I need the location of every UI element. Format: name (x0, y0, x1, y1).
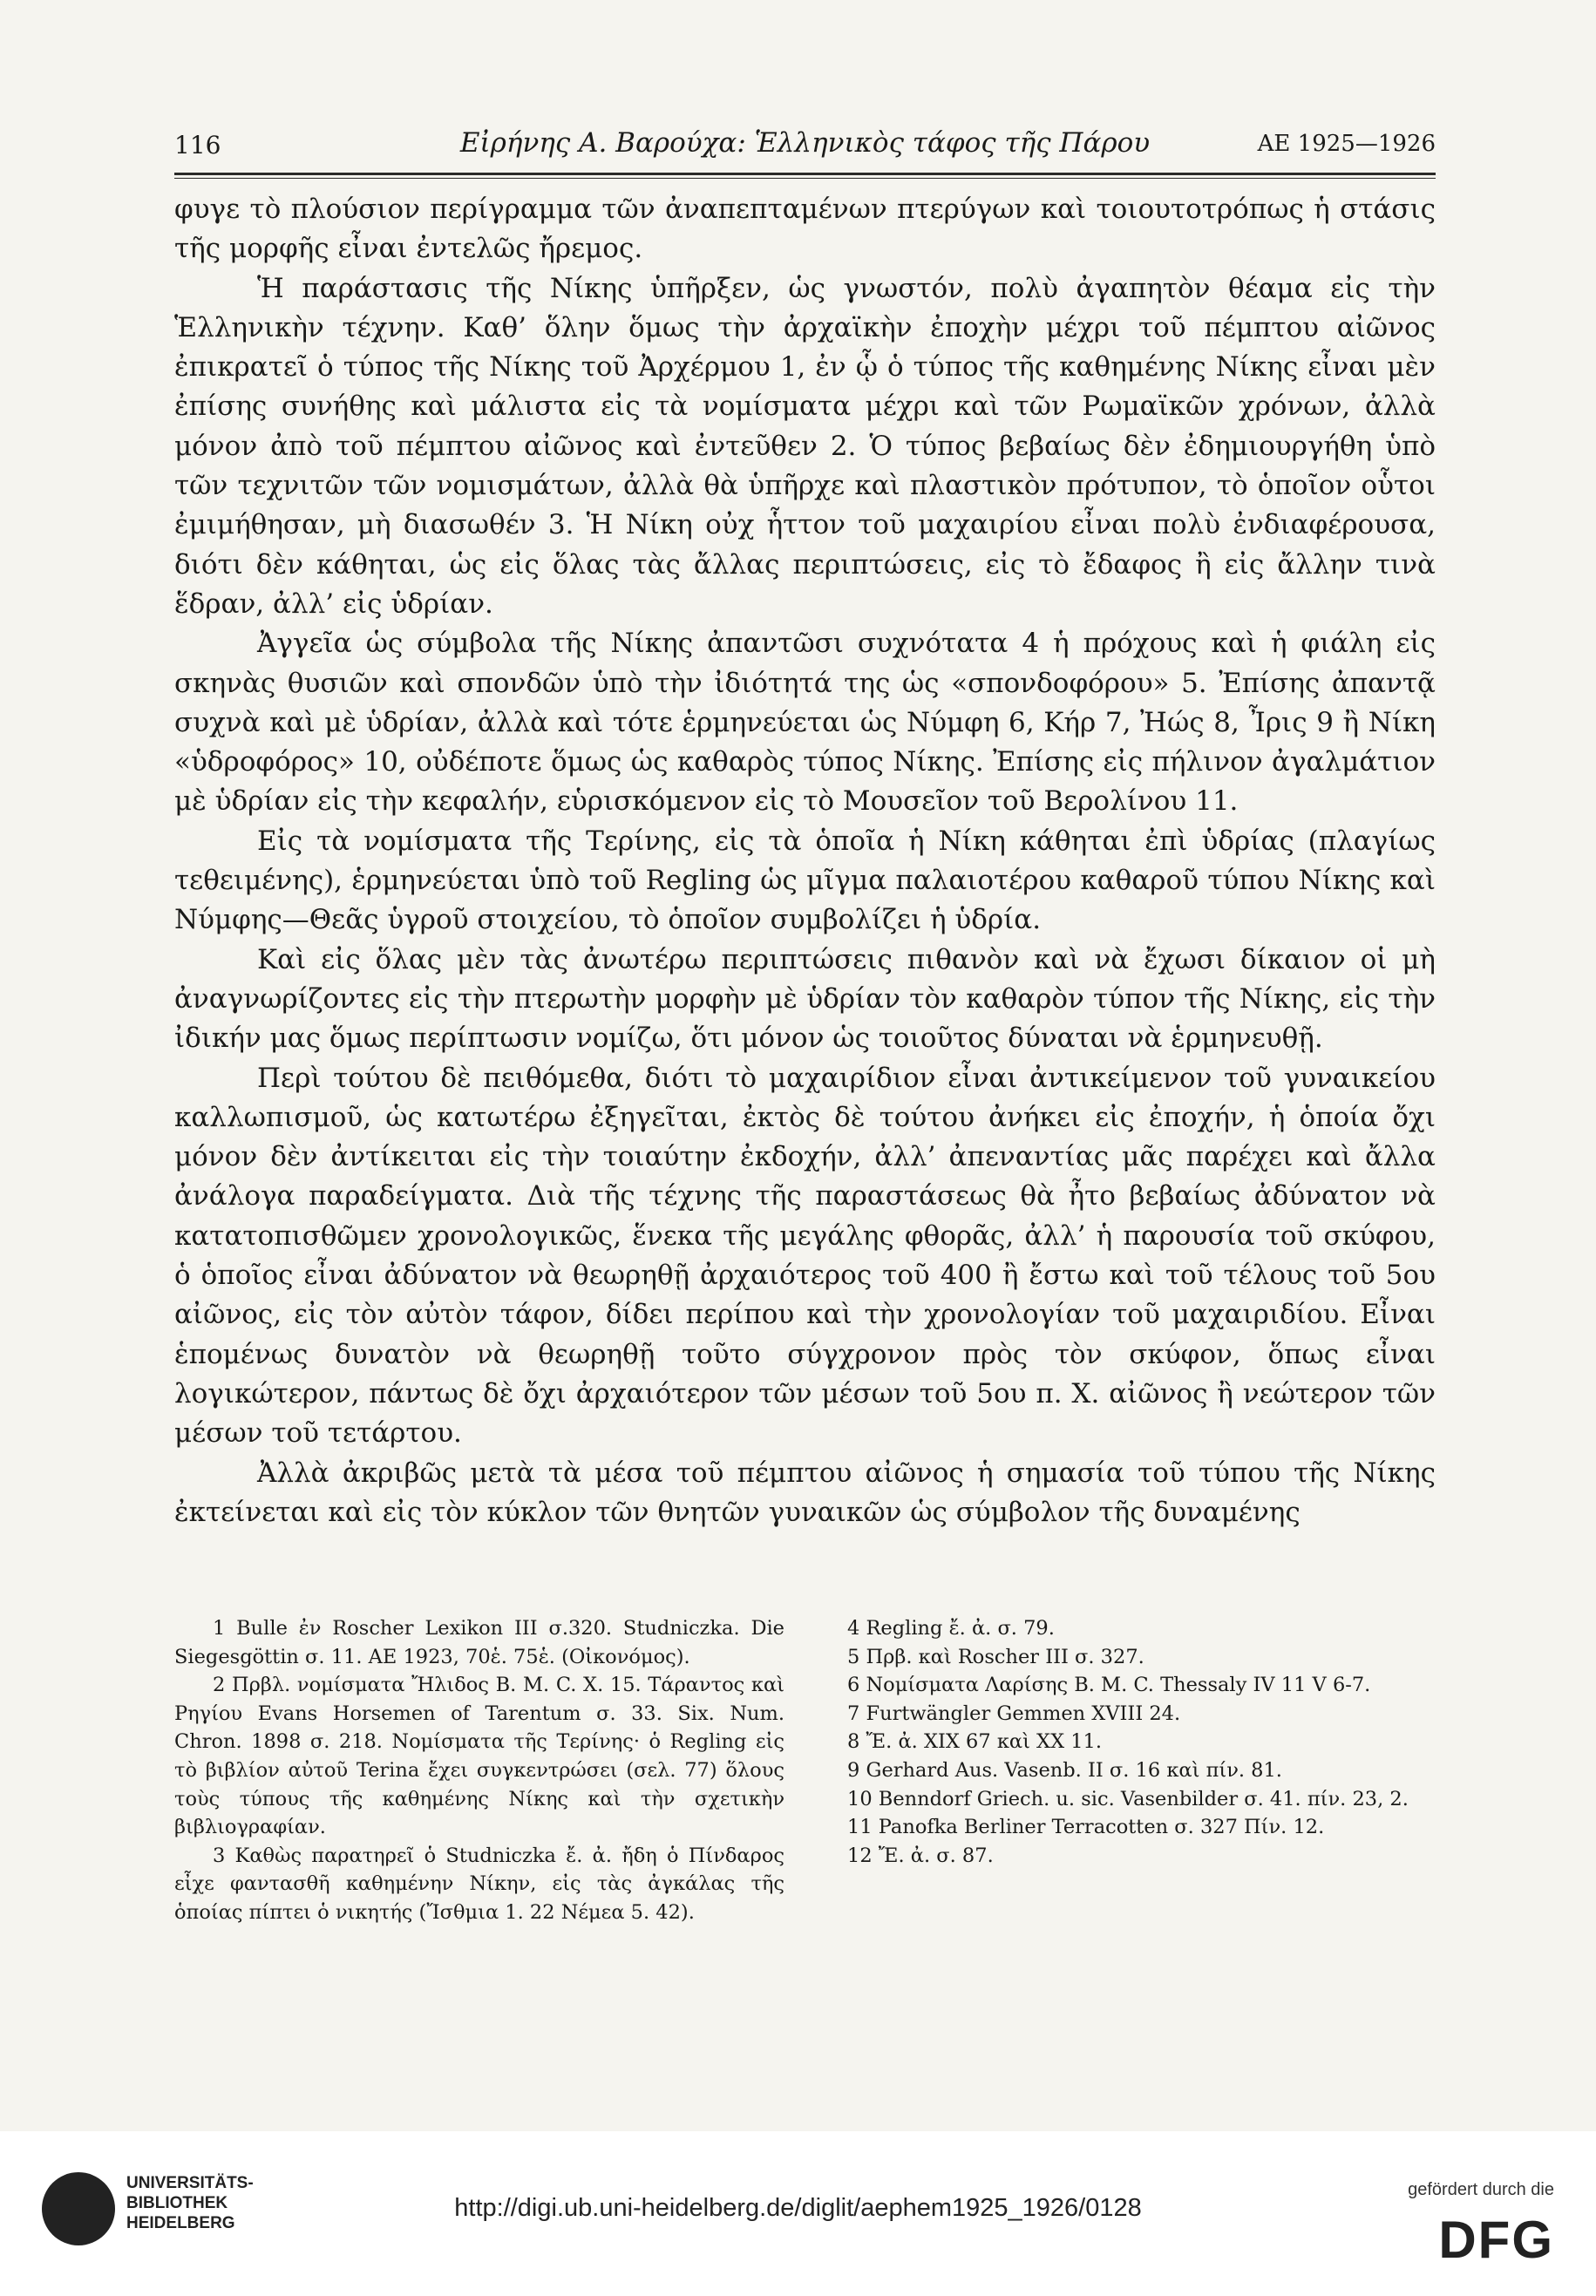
footnote: 10 Benndorf Griech. u. sic. Vasenbilder σ. 41. πίν. 23, 2. (847, 1787, 1409, 1810)
footnote: 5 Πρβ. καὶ Roscher III σ. 327. (847, 1645, 1144, 1668)
footnotes (174, 1614, 1436, 1980)
viewer-footer (0, 2131, 1596, 2296)
permalink[interactable]: http://digi.ub.uni-heidelberg.de/diglit/aephem1925_1926/0128 (454, 2194, 1142, 2222)
header-rule-thick (174, 173, 1436, 175)
paragraph: Εἰς τὰ νομίσματα τῆς Τερίνης, εἰς τὰ ὁποῖα ἡ Νίκη κάθηται ἐπὶ ὑδρίας (πλαγίως τεθειμένης), ἑρμηνεύεται ὑπὸ τοῦ Regling ὡς μῖγμα παλαιοτέρου καθαροῦ τύπου Νίκης καὶ Νύμφης—Θεᾶς ὑγροῦ στοιχείου, τὸ ὁποῖον συμβολίζει ἡ ὑδρία. (174, 825, 1436, 936)
library-name-line: BIBLIOTHEK (126, 2194, 228, 2212)
dfg-logo: DFG (1438, 2211, 1554, 2269)
paragraph: Ἀγγεῖα ὡς σύμβολα τῆς Νίκης ἀπαντῶσι συχνότατα 4 ἡ πρόχους καὶ ἡ φιάλη εἰς σκηνὰς θυσιῶν καὶ σπονδῶν ὑπὸ τὴν ἰδιότητά της ὡς «σπονδοφόρου» 5. Ἐπίσης ἀπαντᾷ συχνὰ καὶ μὲ ὑδρίαν, ἀλλὰ καὶ τότε ἑρμηνεύεται ὡς Νύμφη 6, Κήρ 7, Ἠώς 8, Ἶρις 9 ἢ Νίκη «ὑδροφόρος» 10, οὐδέποτε ὅμως ὡς καθαρὸς τύπος Νίκης. Ἐπίσης εἰς πήλινον ἀγαλμάτιον μὲ ὑδρίαν εἰς τὴν κεφαλήν, εὑρισκόμενον εἰς τὸ Μουσεῖον τοῦ Βερολίνου 11. (174, 628, 1436, 818)
paragraph: Ἀλλὰ ἀκριβῶς μετὰ τὰ μέσα τοῦ πέμπτου αἰῶνος ἡ σημασία τοῦ τύπου τῆς Νίκης ἐκτείνεται καὶ εἰς τὸν κύκλον τῶν θνητῶν γυναικῶν ὡς σύμβολον τῆς δυναμένης (174, 1457, 1436, 1528)
footnote: 9 Gerhard Aus. Vasenb. II σ. 16 καὶ πίν. 81. (847, 1758, 1282, 1782)
footnote: 12 Ἔ. ἀ. σ. 87. (847, 1844, 994, 1867)
paragraph: Ἡ παράστασις τῆς Νίκης ὑπῆρξεν, ὡς γνωστόν, πολὺ ἀγαπητὸν θέαμα εἰς τὴν Ἑλληνικὴν τέχνην. Καθ’ ὅλην ὅμως τὴν ἀρχαϊκὴν ἐποχὴν μέχρι τοῦ πέμπτου αἰῶνος ἐπικρατεῖ ὁ τύπος τῆς Νίκης τοῦ Ἀρχέρμου 1, ἐν ᾧ ὁ τύπος τῆς καθημένης Νίκης εἶναι μὲν ἐπίσης συνήθης καὶ μάλιστα εἰς τὰ νομίσματα μέχρι καὶ τῶν Ρωμαϊκῶν χρόνων, ἀλλὰ μόνον ἀπὸ τοῦ πέμπτου αἰῶνος καὶ ἐντεῦθεν 2. Ὁ τύπος βεβαίως δὲν ἐδημιουργήθη ὑπὸ τῶν τεχνιτῶν τῶν νομισμάτων, ἀλλὰ θὰ ὑπῆρχε καὶ πλαστικὸν πρότυπον, τὸ ὁποῖον οὗτοι ἐμιμήθησαν, μὴ διασωθέν 3. Ἡ Νίκη οὐχ ἧττον τοῦ μαχαιρίου εἶναι πολὺ ἐνδιαφέρουσα, διότι δὲν κάθηται, ὡς εἰς ὅλας τὰς ἄλλας περιπτώσεις, εἰς τὸ ἔδαφος ἢ εἰς ἄλλην τινὰ ἕδραν, ἀλλ’ εἰς ὑδρίαν. (174, 272, 1436, 620)
library-name-line: HEIDELBERG (126, 2214, 235, 2232)
footnote: 2 Πρβλ. νομίσματα Ἤλιδος Β. Μ. C. X. 15. Τάραντος καὶ Ρηγίου Evans Horsemen of Tarentum σ. 33. Six. Num. Chron. 1898 σ. 218. Νομίσματα τῆς Τερίνης· ὁ Regling εἰς τὸ βιβλίον αὐτοῦ Terina ἔχει συγκεντρώσει (σελ. 77) ὅλους τοὺς τύπους τῆς καθημένης Νίκης καὶ τὴν σχετικὴν βιβλιογραφίαν. (174, 1674, 784, 1839)
footnote: 1 Bulle ἐν Roscher Lexikon III σ.320. Studniczka. Die Siegesgöttin σ. 11. ΑΕ 1923, 70ἑ. 75ἑ. (Οἰκονόμος). (174, 1617, 784, 1668)
footnote: 4 Regling ἔ. ἀ. σ. 79. (847, 1617, 1055, 1640)
page-header (174, 124, 1436, 162)
library-name-line: UNIVERSITÄTS- (126, 2174, 254, 2192)
footnote: 3 Καθὼς παρατηρεῖ ὁ Studniczka ἔ. ἀ. ἤδη ὁ Πίνδαρος εἶχε φαντασθῆ καθημένην Νίκην, εἰς τὰς ἀγκάλας τῆς ὁποίας πίπτει ὁ νικητής (Ἴσθμια 1. 22 Νέμεα 5. 42). (174, 1844, 784, 1924)
paragraph: φυγε τὸ πλούσιον περίγραμμα τῶν ἀναπεπταμένων πτερύγων καὶ τοιουτοτρόπως ἡ στάσις τῆς μορφῆς εἶναι ἐντελῶς ἤρεμος. (174, 194, 1436, 265)
footnotes-left-column (174, 1614, 784, 1927)
funder-label: gefördert durch die (1408, 2180, 1554, 2199)
paragraph: Καὶ εἰς ὅλας μὲν τὰς ἀνωτέρω περιπτώσεις πιθανὸν καὶ νὰ ἔχωσι δίκαιον οἱ μὴ ἀναγνωρίζοντες εἰς τὴν πτερωτὴν μορφὴν μὲ ὑδρίαν τὸν καθαρὸν τύπον τῆς Νίκης, εἰς τὴν ἰδικήν μας ὅμως περίπτωσιν νομίζω, ὅτι μόνον ὡς τοιοῦτος δύναται νὰ ἑρμηνευθῇ. (174, 943, 1436, 1055)
footnote: 7 Furtwängler Gemmen XVIII 24. (847, 1702, 1181, 1725)
main-text (174, 190, 1436, 1532)
footnotes-right-column (847, 1614, 1436, 1870)
footnote: 11 Panofka Berliner Terracotten σ. 327 Πίν. 12. (847, 1816, 1325, 1839)
page-number: 116 (174, 131, 221, 160)
footnote: 6 Νομίσματα Λαρίσης Β. Μ. C. Thessaly IV 11 V 6-7. (847, 1674, 1371, 1697)
running-title: Εἰρήνης Α. Βαρούχα: Ἑλληνικὸς τάφος τῆς Πάρου (459, 127, 1151, 159)
paragraph: Περὶ τούτου δὲ πειθόμεθα, διότι τὸ μαχαιρίδιον εἶναι ἀντικείμενον τοῦ γυναικείου καλλωπισμοῦ, ὡς κατωτέρω ἐξηγεῖται, ἐκτὸς δὲ τούτου ἀνήκει εἰς ἐποχήν, ἡ ὁποία ὄχι μόνον δὲν ἀντίκειται εἰς τὴν τοιαύτην ἐκδοχήν, ἀλλ’ ἀπεναντίας μᾶς παρέχει καὶ ἄλλα ἀνάλογα παραδείγματα. Διὰ τῆς τέχνης τῆς παραστάσεως θὰ ἦτο βεβαίως ἀδύνατον νὰ κατατοπισθῶμεν χρονολογικῶς, ἕνεκα τῆς μεγάλης φθορᾶς, ἀλλ’ ἡ παρουσία τοῦ σκύφου, ὁ ὁποῖος εἶναι ἀδύνατον νὰ θεωρηθῇ ἀρχαιότερος τοῦ 400 ἢ ἔστω καὶ τοῦ τέλους τοῦ 5ου αἰῶνος, εἰς τὸν αὐτὸν τάφον, δίδει περίπου καὶ τὴν χρονολογίαν τοῦ μαχαιριδίου. Εἶναι ἑπομένως δυνατὸν νὰ θεωρηθῇ τοῦτο σύγχρονον πρὸς τὸν σκύφον, ὅπως εἶναι λογικώτερον, πάντως δὲ ὄχι ἀρχαιότερον τῶν μέσων τοῦ 5ου π. Χ. αἰῶνος ἢ νεώτερον τῶν μέσων τοῦ τετάρτου. (174, 1062, 1436, 1450)
journal-reference: ΑΕ 1925—1926 (1257, 131, 1436, 157)
footnote: 8 Ἔ. ἀ. XIX 67 καὶ XX 11. (847, 1730, 1103, 1754)
header-rule-thin (174, 178, 1436, 179)
